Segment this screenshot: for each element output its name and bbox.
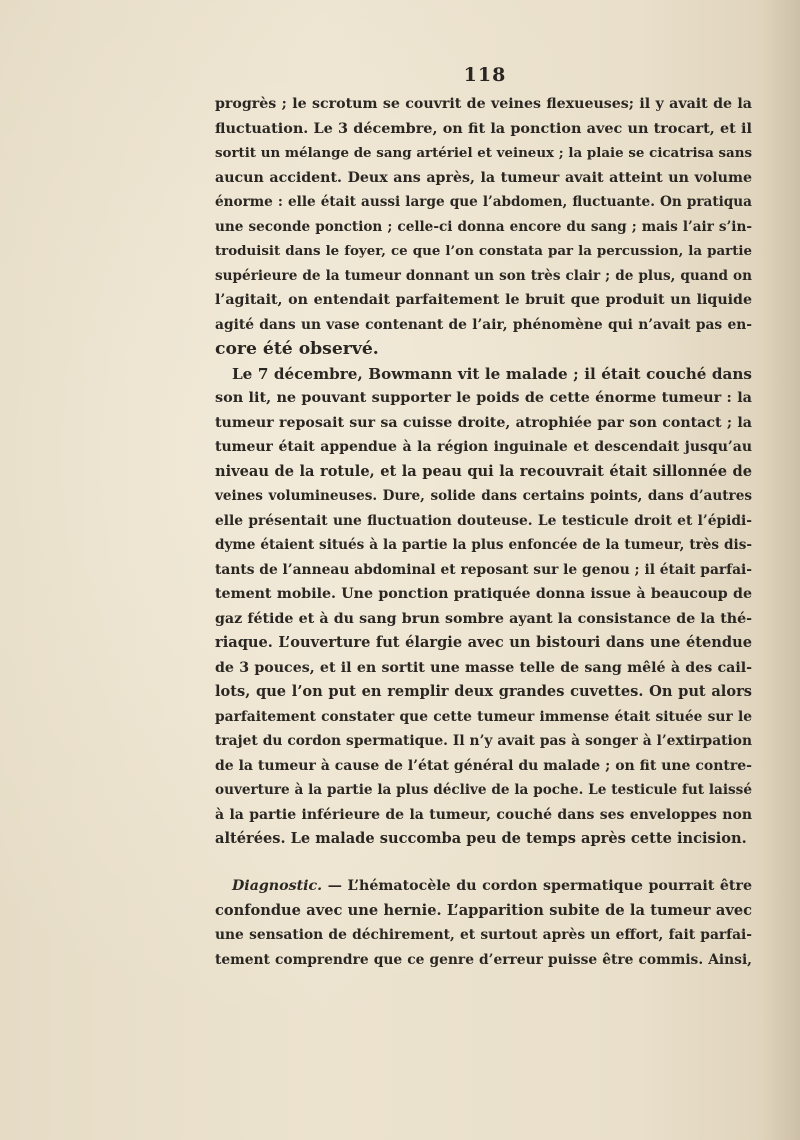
text-line: agité dans un vase contenant de l’air, phénomène qui n’avait pas en- — [215, 316, 752, 333]
text-line: ouverture à la partie la plus déclive de la poche. Le testicule fut laissé — [215, 782, 752, 798]
text-line: parfaitement constater que cette tumeur immense était située sur le — [215, 708, 752, 725]
text-line: à la partie inférieure de la tumeur, couché dans ses enveloppes non — [215, 806, 752, 823]
text-line: l’agitait, on entendait parfaitement le bruit que produit un liquide — [215, 292, 752, 308]
heading-dash: — — [322, 878, 348, 894]
text-line: tumeur était appendue à la région inguinale et descendait jusqu’au — [215, 439, 752, 455]
text-line: troduisit dans le foyer, ce que l’on constata par la percussion, la partie — [215, 243, 752, 259]
text-line: une sensation de déchirement, et surtout après un effort, fait parfai- — [215, 927, 752, 943]
text-line: aucun accident. Deux ans après, la tumeur avait atteint un volume — [215, 169, 752, 186]
text-line: sortit un mélange de sang artériel et veineux ; la plaie se cicatrisa sans — [215, 145, 752, 161]
text-line: riaque. L’ouverture fut élargie avec un bistouri dans une étendue — [215, 634, 752, 651]
page-number: 118 — [463, 64, 507, 86]
text-line: fluctuation. Le 3 décembre, on fit la ponction avec un trocart, et il — [215, 119, 752, 137]
text-line: elle présentait une fluctuation douteuse. Le testicule droit et l’épidi- — [215, 512, 752, 529]
text-line: lots, que l’on put en remplir deux grandes cuvettes. On put alors — [215, 683, 752, 700]
text-line: core été observé. — [215, 339, 379, 359]
diagnostic-section — [215, 874, 752, 972]
diagnostic-first-line-text: L’hématocèle du cordon spermatique pourrait être — [347, 878, 752, 894]
text-line: son lit, ne pouvant supporter le poids de cette énorme tumeur : la — [215, 389, 752, 406]
text-line: supérieure de la tumeur donnant un son très clair ; de plus, quand on — [215, 267, 752, 284]
text-line: de la tumeur à cause de l’état général du malade ; on fit une contre- — [215, 757, 752, 774]
text-line: veines volumineuses. Dure, solide dans certains points, dans d’autres — [215, 488, 752, 504]
text-line: tants de l’anneau abdominal et reposant sur le genou ; il était parfai- — [215, 561, 752, 578]
text-line: trajet du cordon spermatique. Il n’y avait pas à songer à l’extirpation — [215, 733, 752, 749]
diagnostic-heading: Diagnostic. — [232, 878, 323, 894]
text-line: Le 7 décembre, Bowmann vit le malade ; il était couché dans — [232, 364, 752, 383]
case-report-text — [215, 92, 752, 852]
diagnostic-first-line — [215, 874, 752, 899]
text-line: tement mobile. Une ponction pratiquée donna issue à beaucoup de — [215, 586, 752, 602]
text-line: dyme étaient situés à la partie la plus enfoncée de la tumeur, très dis- — [215, 537, 752, 553]
text-line: tement comprendre que ce genre d’erreur puisse être commis. Ainsi, — [215, 951, 752, 968]
text-line: niveau de la rotule, et la peau qui la recouvrait était sillonnée de — [215, 462, 752, 480]
text-line: progrès ; le scrotum se couvrit de veines flexueuses; il y avait de la — [215, 96, 752, 112]
text-line: énorme : elle était aussi large que l’abdomen, fluctuante. On pratiqua — [215, 194, 752, 210]
text-line: tumeur reposait sur sa cuisse droite, atrophiée par son contact ; la — [215, 414, 752, 431]
page-edge-shadow — [760, 0, 800, 1140]
text-line: gaz fétide et à du sang brun sombre ayant la consistance de la thé- — [215, 610, 752, 627]
text-line: confondue avec une hernie. L’apparition subite de la tumeur avec — [215, 901, 752, 919]
text-line: de 3 pouces, et il en sortit une masse telle de sang mêlé à des cail- — [215, 659, 752, 676]
text-line: une seconde ponction ; celle-ci donna encore du sang ; mais l’air s’in- — [215, 218, 752, 235]
text-line: altérées. Le malade succomba peu de temps après cette incision. — [215, 830, 747, 847]
